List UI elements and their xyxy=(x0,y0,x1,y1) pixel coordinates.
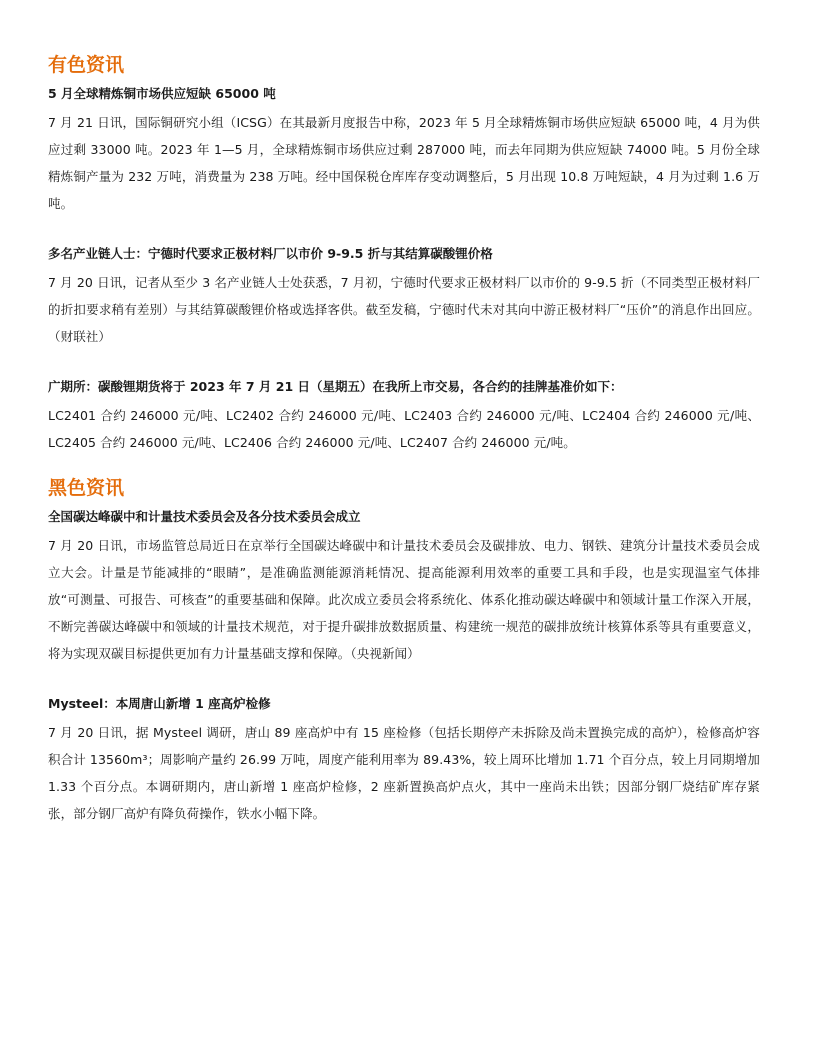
article-lithium-futures-listing xyxy=(48,378,760,456)
article-title: 5 月全球精炼铜市场供应短缺 65000 吨 xyxy=(48,86,276,101)
article-title: 全国碳达峰碳中和计量技术委员会及各分技术委员会成立 xyxy=(48,509,361,524)
article-title: Mysteel：本周唐山新增 1 座高炉检修 xyxy=(48,696,271,711)
article-body: 7 月 20 日讯，记者从至少 3 名产业链人士处获悉，7 月初，宁德时代要求正极材料厂以市价的 9-9.5 折（不同类型正极材料厂的折扣要求稍有差别）与其结算碳酸锂价格或选择客供。截至发稿，宁德时代未对其向中游正极材料厂“压价”的消息作出回应。（财联社） xyxy=(48,275,760,344)
news-page xyxy=(48,52,760,827)
article-title: 广期所：碳酸锂期货将于 2023 年 7 月 21 日（星期五）在我所上市交易，各合约的挂牌基准价如下： xyxy=(48,379,623,394)
article-carbon-metrology-committee xyxy=(48,508,760,667)
section-title: 黑色资讯 xyxy=(48,477,125,499)
section-title: 有色资讯 xyxy=(48,54,125,76)
article-body: 7 月 20 日讯，据 Mysteel 调研，唐山 89 座高炉中有 15 座检修（包括长期停产未拆除及尚未置换完成的高炉），检修高炉容积合计 13560m³；周影响产量约 26.99 万吨，周度产能利用率为 89.43%，较上周环比增加 1.71 个百分点，较上月同期增加 1.33 个百分点。本调研期内，唐山新增 1 座高炉检修，2 座新置换高炉点火，其中一座尚未出铁；因部分钢厂烧结矿库存紧张，部分钢厂高炉有降负荷操作，铁水小幅下降。 xyxy=(48,725,760,821)
article-copper-shortage xyxy=(48,85,760,217)
article-catl-lithium-price xyxy=(48,245,760,350)
article-body: LC2401 合约 246000 元/吨、LC2402 合约 246000 元/吨、LC2403 合约 246000 元/吨、LC2404 合约 246000 元/吨、LC2405 合约 246000 元/吨、LC2406 合约 246000 元/吨、LC2407 合约 246000 元/吨。 xyxy=(48,408,760,450)
section-ferrous-news xyxy=(48,475,760,827)
article-tangshan-blast-furnace xyxy=(48,695,760,827)
article-body: 7 月 21 日讯，国际铜研究小组（ICSG）在其最新月度报告中称，2023 年 5 月全球精炼铜市场供应短缺 65000 吨，4 月为供应过剩 33000 吨。2023 年 1—5 月，全球精炼铜市场供应过剩 287000 吨，而去年同期为供应短缺 74000 吨。5 月份全球精炼铜产量为 232 万吨，消费量为 238 万吨。经中国保税仓库库存变动调整后，5 月出现 10.8 万吨短缺，4 月为过剩 1.6 万吨。 xyxy=(48,115,760,211)
section-nonferrous-news xyxy=(48,52,760,456)
article-body: 7 月 20 日讯，市场监管总局近日在京举行全国碳达峰碳中和计量技术委员会及碳排放、电力、钢铁、建筑分计量技术委员会成立大会。计量是节能减排的“眼睛”，是准确监测能源消耗情况、提高能源利用效率的重要工具和手段，也是实现温室气体排放“可测量、可报告、可核查”的重要基础和保障。此次成立委员会将系统化、体系化推动碳达峰碳中和领域计量工作深入开展，不断完善碳达峰碳中和领域的计量技术规范，对于提升碳排放数据质量、构建统一规范的碳排放统计核算体系等具有重要意义，将为实现双碳目标提供更加有力计量基础支撑和保障。（央视新闻） xyxy=(48,538,760,661)
article-title: 多名产业链人士：宁德时代要求正极材料厂以市价 9-9.5 折与其结算碳酸锂价格 xyxy=(48,246,493,261)
